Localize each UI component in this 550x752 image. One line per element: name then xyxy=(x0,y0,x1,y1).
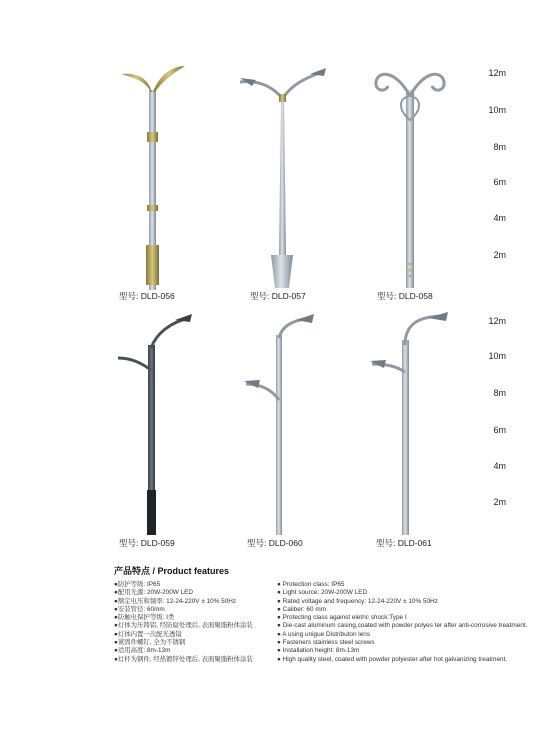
feature-item-cn: ●额定电压和频率: 12-24-220V ± 10% 50Hz xyxy=(114,597,237,605)
feature-item-en: ● High quality steel, coated with powder polyester after hot galvanizing treatment. xyxy=(277,655,508,663)
feature-item-cn: ●灯体内置一次配光透镜 xyxy=(114,630,182,638)
feature-item-en: ● Installation height: 8m-13m xyxy=(277,647,360,655)
scale-tick: 6m xyxy=(493,177,506,187)
scale-tick: 10m xyxy=(488,105,506,115)
scale-tick: 12m xyxy=(488,316,506,326)
pole-dld-060 xyxy=(244,314,314,535)
scale-tick: 6m xyxy=(493,425,506,435)
feature-item-en: ● Protecting class against eletric shock:Type Ⅰ xyxy=(277,614,407,622)
feature-item-en: ● Rated voltage and frequency: 12-24-220V ± 10% 50Hz xyxy=(277,597,438,605)
pole-dld-059 xyxy=(118,314,192,535)
feature-item-en: ● A using unigue Distributon lens xyxy=(277,630,371,638)
feature-item-en: ● Protection class: IP65 xyxy=(277,581,345,588)
scale-tick: 8m xyxy=(493,388,506,398)
feature-item-en: ● Die-cast aluminum casing,coated with powder polyes ter after anti-corrosive treatment. xyxy=(277,622,528,630)
model-label-dld-057: 型号: DLD-057 xyxy=(250,291,306,301)
scale-tick: 10m xyxy=(488,351,506,361)
pole-dld-058 xyxy=(376,74,444,288)
feature-item-cn: ●配用光源: 20W-200W LED xyxy=(114,589,194,597)
feature-item-en: ● Caliber: 60 mm xyxy=(277,605,326,613)
scale-tick: 4m xyxy=(493,213,506,223)
scale-tick: 4m xyxy=(493,461,506,471)
features-en-list xyxy=(277,581,532,664)
features-cn-list xyxy=(114,581,274,664)
pole-dld-056 xyxy=(121,66,185,290)
feature-item-cn: ●紧固件螺钉, 全为不锈钢 xyxy=(114,639,186,647)
pole-dld-061 xyxy=(370,312,448,535)
model-label-dld-059: 型号: DLD-059 xyxy=(119,538,175,548)
feature-item-cn: ●防护等级: IP65 xyxy=(114,581,161,588)
feature-item-cn: ●灯杆为钢件, 经热镀锌处理后, 表面聚脂粉体涂装 xyxy=(114,655,253,663)
feature-item-en: ● Fasteners stainless steel screws xyxy=(277,639,375,647)
pole-dld-057 xyxy=(240,68,326,288)
model-label-dld-060: 型号: DLD-060 xyxy=(247,538,303,548)
scale-tick: 2m xyxy=(493,497,506,507)
scale-tick: 2m xyxy=(493,250,506,260)
feature-item-cn: ●适用高度: 8m-13m xyxy=(114,647,171,655)
feature-item-cn: ●灯体为压铸铝, 经防腐处理后, 表面聚脂粉体涂装 xyxy=(114,622,253,630)
scale-tick: 12m xyxy=(488,68,506,78)
height-scale-bottom xyxy=(470,0,530,540)
model-label-dld-056: 型号: DLD-056 xyxy=(119,291,175,301)
scale-tick: 8m xyxy=(493,142,506,152)
feature-item-cn: ●防触电保护等级: Ⅰ类 xyxy=(114,614,175,622)
feature-item-en: ● Light source: 20W-200W LED xyxy=(277,589,368,597)
section-title: 产品特点 / Product features xyxy=(114,566,230,576)
model-label-dld-058: 型号: DLD-058 xyxy=(377,291,433,301)
model-label-dld-061: 型号: DLD-061 xyxy=(376,538,432,548)
feature-item-cn: ●安装管径: 60mm xyxy=(114,605,165,613)
